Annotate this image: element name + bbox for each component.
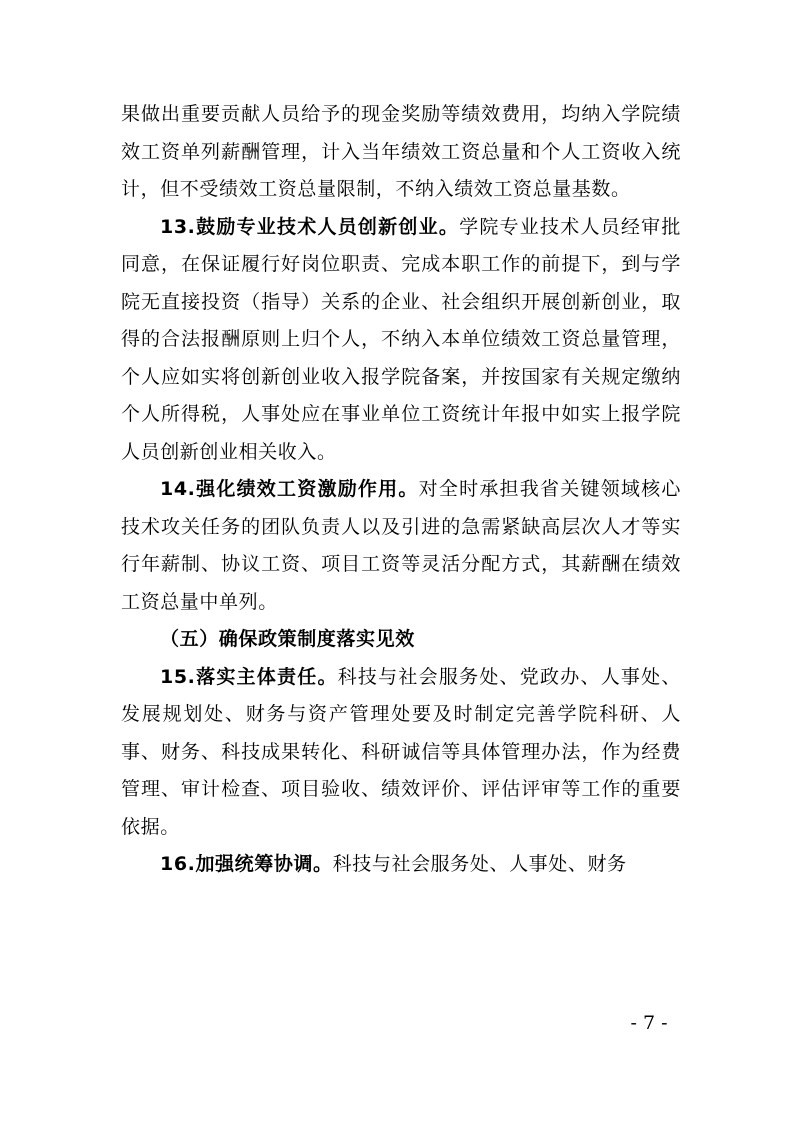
paragraph-title: 15.落实主体责任。 (160, 665, 338, 688)
paragraph-text: 科技与社会服务处、党政办、人事处、发展规划处、财务与资产管理处要及时制定完善学院科研、人事、财务、科技成果转化、科研诚信等具体管理办法，作为经费管理、审计检查、项目验收、绩效评价、评估评审等工作的重要依据。 (121, 665, 681, 838)
paragraph-14 (121, 471, 681, 621)
paragraph-text: 果做出重要贡献人员给予的现金奖励等绩效费用，均纳入学院绩效工资单列薪酬管理，计入当年绩效工资总量和个人工资收入统计，但不受绩效工资总量限制，不纳入绩效工资总量基数。 (121, 103, 681, 200)
paragraph-continuation (121, 96, 681, 209)
paragraph-text: 学院专业技术人员经审批同意，在保证履行好岗位职责、完成本职工作的前提下，到与学院无直接投资（指导）关系的企业、社会组织开展创新创业，取得的合法报酬原则上归个人，不纳入本单位绩效工资总量管理，个人应如实将创新创业收入报学院备案，并按国家有关规定缴纳个人所得税，人事处应在事业单位工资统计年报中如实上报学院人员创新创业相关收入。 (121, 215, 681, 463)
paragraph-text: 对全时承担我省关键领域核心技术攻关任务的团队负责人以及引进的急需紧缺高层次人才等实行年薪制、协议工资、项目工资等灵活分配方式，其薪酬在绩效工资总量中单列。 (121, 478, 681, 613)
paragraph-title: 13.鼓励专业技术人员创新创业。 (160, 215, 460, 238)
paragraph-title: 14.强化绩效工资激励作用。 (160, 478, 419, 500)
paragraph-15 (121, 659, 681, 847)
body-text (121, 96, 681, 884)
paragraph-title: 16.加强统筹协调。 (160, 853, 333, 875)
page-number: - 7 - (630, 1012, 668, 1034)
paragraph-16 (121, 846, 681, 884)
paragraph-13 (121, 209, 681, 472)
paragraph-text: 科技与社会服务处、人事处、财务 (332, 853, 627, 875)
section-heading: （五）确保政策制度落实见效 (160, 628, 415, 650)
